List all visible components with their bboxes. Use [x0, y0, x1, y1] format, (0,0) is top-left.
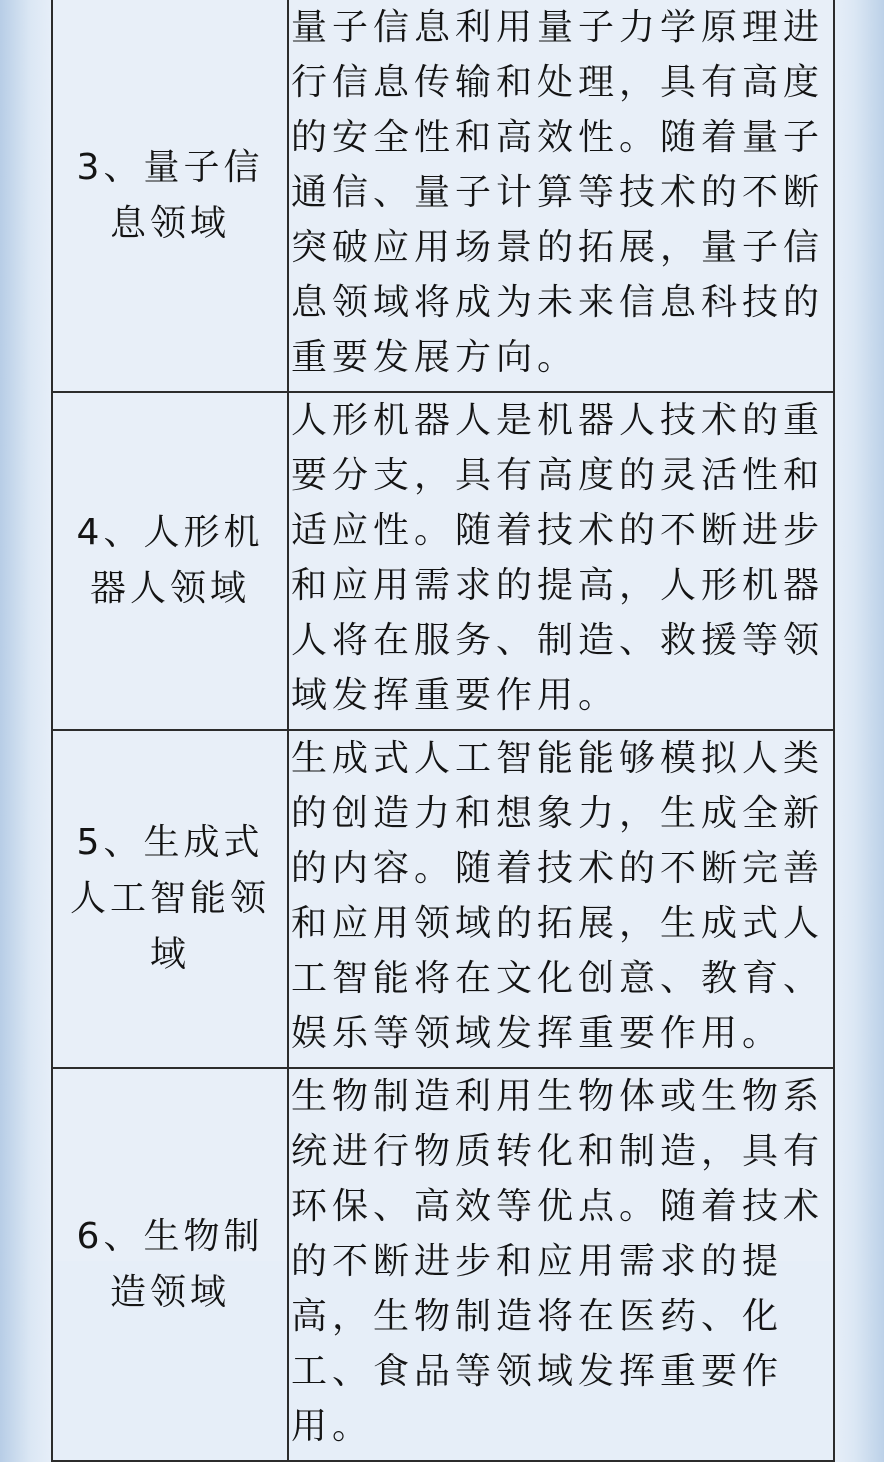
category-label: 5、生成式人工智能领域	[70, 822, 271, 975]
category-label: 3、量子信息领域	[76, 146, 264, 244]
description-cell: 量子信息利用量子力学原理进行信息传输和处理，具有高度的安全性和高效性。随着量子通信、量子计算等技术的不断突破应用场景的拓展，量子信息领域将成为未来信息科技的重要发展方向。	[288, 0, 834, 392]
table-row	[52, 730, 834, 1068]
document-sheet	[51, 0, 835, 1447]
table-row	[52, 392, 834, 730]
category-label: 6、生物制造领域	[76, 1215, 264, 1313]
category-cell	[52, 730, 288, 1068]
category-label: 4、人形机器人领域	[76, 512, 264, 609]
description-cell: 生物制造利用生物体或生物系统进行物质转化和制造，具有环保、高效等优点。随着技术的不断进步和应用需求的提高，生物制造将在医药、化工、食品等领域发挥重要作用。	[288, 1068, 834, 1461]
table-row	[52, 1068, 834, 1461]
table-row	[52, 0, 834, 392]
category-cell	[52, 392, 288, 730]
category-cell	[52, 0, 288, 392]
tech-fields-table	[51, 0, 835, 1462]
description-cell: 生成式人工智能能够模拟人类的创造力和想象力，生成全新的内容。随着技术的不断完善和应用领域的拓展，生成式人工智能将在文化创意、教育、娱乐等领域发挥重要作用。	[288, 730, 834, 1068]
description-cell: 人形机器人是机器人技术的重要分支，具有高度的灵活性和适应性。随着技术的不断进步和应用需求的提高，人形机器人将在服务、制造、救援等领域发挥重要作用。	[288, 392, 834, 730]
category-cell	[52, 1068, 288, 1461]
